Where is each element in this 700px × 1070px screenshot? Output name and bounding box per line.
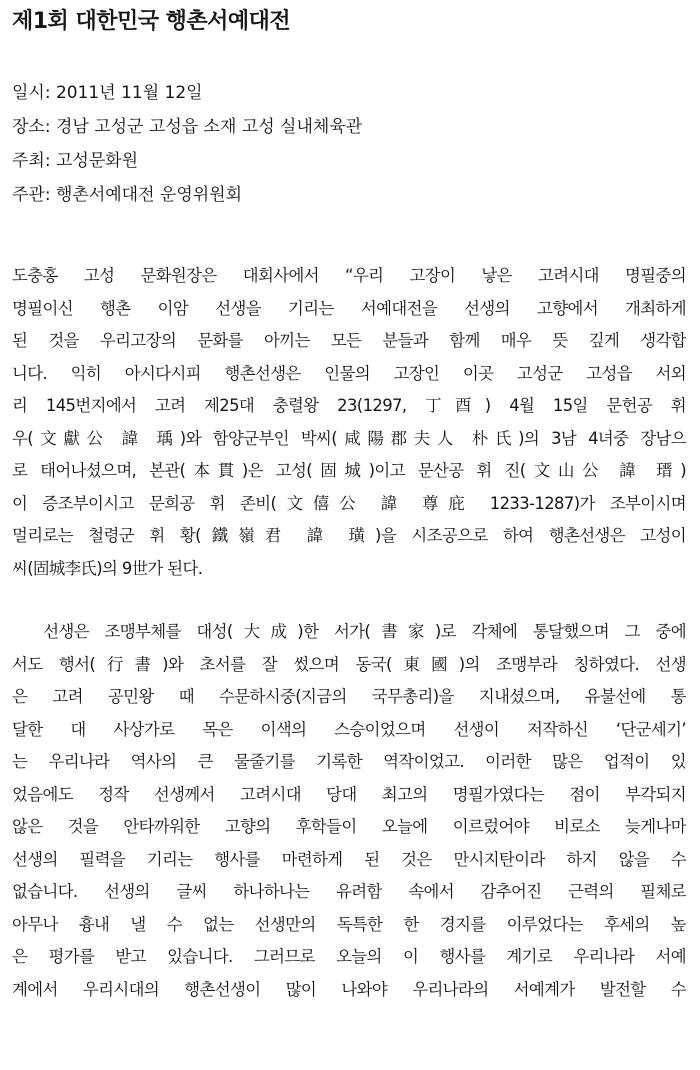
paragraph-line: 된 것을 우리고장의 문화를 아끼는 모든 분들과 함께 매우 뜻 깊게 생각합	[12, 331, 686, 350]
paragraph-line: 도충홍 고성 문화원장은 대회사에서 “우리 고장이 낳은 고려시대 명필중의	[12, 266, 686, 285]
event-info	[12, 76, 362, 212]
paragraph-line: 은 평가를 받고 있습니다. 그러므로 오늘의 이 행사를 계기로 우리나라 서예	[12, 947, 686, 966]
paragraph-line: 서도 행서(行書)와 초서를 잘 썼으며 동국(東國)의 조맹부라 칭하였다. 선생	[12, 654, 686, 674]
paragraph-biography	[12, 616, 686, 1006]
info-date: 일시: 2011년 11월 12일	[12, 83, 203, 103]
document-title: 제1회 대한민국 행촌서예대전	[12, 9, 291, 34]
paragraph-line: 씨(固城李氏)의 9世가 된다.	[12, 558, 203, 578]
paragraph-line: 리 145번지에서 고려 제25대 충렬왕 23(1297, 丁酉) 4월 15일 문헌공 휘	[12, 396, 686, 415]
info-organizer: 주관: 행촌서예대전 운영위원회	[12, 185, 243, 205]
paragraph-line: 은 고려 공민왕 때 수문하시중(지금의 국무총리)을 지내셨으며, 유불선에 통	[12, 687, 686, 706]
paragraph-line: 는 우리나라 역사의 큰 물줄기를 기록한 역작이었고. 이러한 많은 업적이 있	[12, 752, 686, 771]
paragraph-opening-speech	[12, 260, 686, 585]
info-host: 주최: 고성문화원	[12, 151, 139, 171]
paragraph-line: 우(文獻公 諱 瑀)와 함양군부인 박씨(咸陽郡夫人 朴氏)의 3남 4녀중 장남으	[12, 428, 686, 448]
paragraph-line: 않은 것을 안타까워한 고향의 후학들이 오늘에 이르렀어야 비로소 늦게나마	[12, 817, 686, 836]
paragraph-line: 없습니다. 선생의 글씨 하나하나는 유려함 속에서 감추어진 근력의 필체로	[12, 882, 686, 901]
paragraph-line: 명필이신 행촌 이암 선생을 기리는 서예대전을 선생의 고향에서 개최하게	[12, 298, 686, 318]
paragraph-line: 었음에도 정작 선생께서 고려시대 당대 최고의 명필가였다는 점이 부각되지	[12, 784, 686, 804]
info-venue: 장소: 경남 고성군 고성읍 소재 고성 실내체육관	[12, 117, 363, 137]
paragraph-line: 니다. 익히 아시다시피 행촌선생은 인물의 고장인 이곳 고성군 고성읍 서외	[12, 363, 686, 383]
paragraph-line: 로 태어나셨으며, 본관(本貫)은 고성(固城)이고 문산공 휘 진(文山公 諱 瑨)	[12, 461, 686, 480]
paragraph-line: 달한 대 사상가로 목은 이색의 스승이었으며 선생이 저작하신 ‘단군세기’	[12, 719, 686, 739]
paragraph-line: 계에서 우리시대의 행촌선생이 많이 나와야 우리나라의 서예계가 발전할 수	[12, 979, 686, 999]
paragraph-line: 아무나 흉내 낼 수 없는 선생만의 독특한 한 경지를 이루었다는 후세의 높	[12, 914, 686, 934]
paragraph-line: 선생은 조맹부체를 대성(大成)한 서가(書家)로 각체에 통달했으며 그 중에	[12, 622, 686, 641]
paragraph-line: 이 증조부이시고 문희공 휘 존비(文僖公 諱 尊庇 1233-1287)가 조부이시며	[12, 493, 686, 513]
paragraph-line: 선생의 필력을 기리는 행사를 마련하게 된 것은 만시지탄이라 하지 않을 수	[12, 849, 686, 869]
paragraph-line: 멀리로는 철령군 휘 황(鐵嶺君 諱 璜)을 시조공으로 하여 행촌선생은 고성이	[12, 526, 686, 545]
